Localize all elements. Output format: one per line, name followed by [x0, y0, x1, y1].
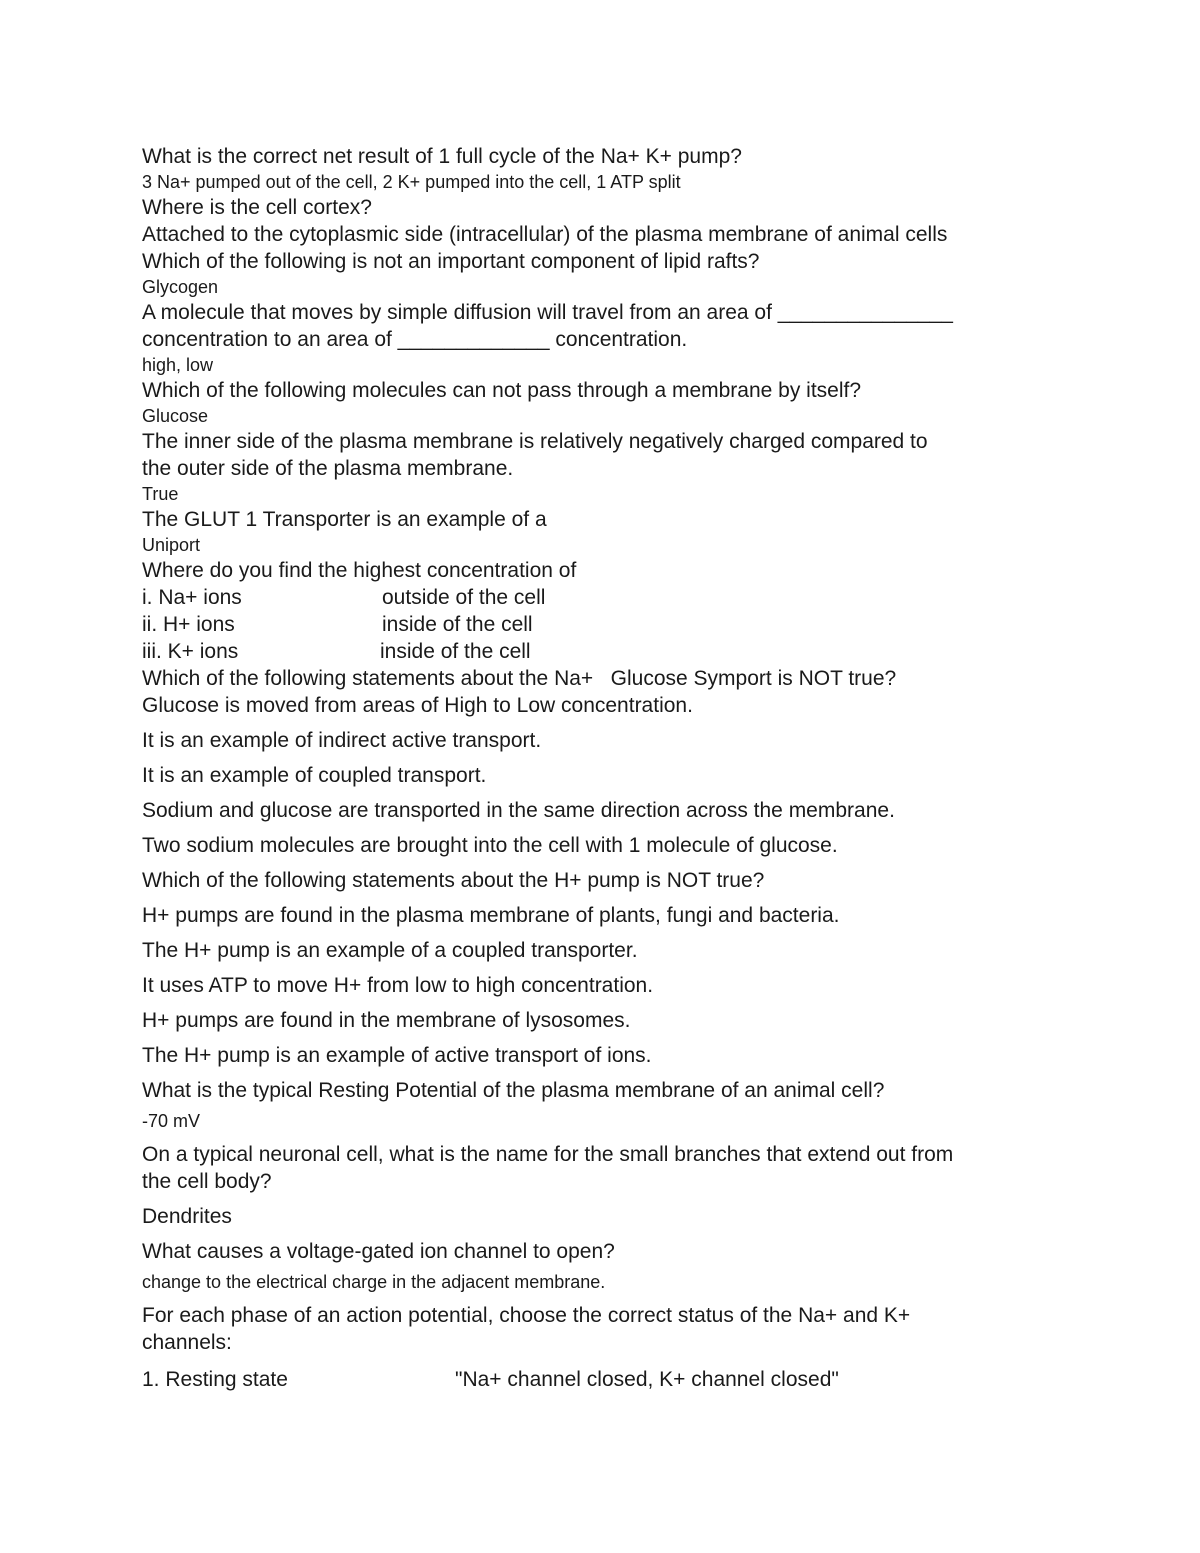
- ion-location: inside of the cell: [380, 640, 531, 663]
- ion-row: [142, 584, 1072, 611]
- question-text: Which of the following is not an important component of lipid rafts?: [142, 250, 760, 273]
- answer-text: Attached to the cytoplasmic side (intracellular) of the plasma membrane of animal cells: [142, 223, 948, 246]
- answer-text: Glucose: [142, 406, 209, 426]
- answer-text: True: [142, 484, 179, 504]
- ion-row: [142, 638, 1072, 665]
- answer-text: Glycogen: [142, 277, 219, 297]
- option-text: Sodium and glucose are transported in the same direction across the membrane.: [142, 799, 895, 822]
- question-text: concentration to an area of _____________ concentration.: [142, 328, 688, 351]
- option-text: It is an example of indirect active transport.: [142, 729, 542, 752]
- phase-row: [142, 1366, 1072, 1393]
- option-text: Glucose is moved from areas of High to Low concentration.: [142, 694, 693, 717]
- question-text: Where do you find the highest concentration of: [142, 559, 577, 582]
- question-text: the cell body?: [142, 1170, 272, 1193]
- phase-label: 1. Resting state: [142, 1368, 288, 1391]
- phase-status: "Na+ channel closed, K+ channel closed": [455, 1368, 839, 1391]
- answer-text: Uniport: [142, 535, 201, 555]
- answer-text: Dendrites: [142, 1205, 232, 1228]
- answer-text: change to the electrical charge in the adjacent membrane.: [142, 1272, 606, 1292]
- option-text: H+ pumps are found in the membrane of lysosomes.: [142, 1009, 631, 1032]
- ion-location: outside of the cell: [382, 586, 546, 609]
- option-text: H+ pumps are found in the plasma membrane of plants, fungi and bacteria.: [142, 904, 840, 927]
- question-text: channels:: [142, 1331, 232, 1354]
- option-text: The H+ pump is an example of active transport of ions.: [142, 1044, 652, 1067]
- question-text: On a typical neuronal cell, what is the name for the small branches that extend out from: [142, 1143, 954, 1166]
- question-text: For each phase of an action potential, choose the correct status of the Na+ and K+: [142, 1304, 911, 1327]
- question-text: What is the typical Resting Potential of the plasma membrane of an animal cell?: [142, 1079, 885, 1102]
- question-text: A molecule that moves by simple diffusion will travel from an area of _______________: [142, 301, 953, 324]
- answer-text: high, low: [142, 355, 214, 375]
- document-content: [142, 143, 1072, 1393]
- answer-text: -70 mV: [142, 1111, 201, 1131]
- ion-location: inside of the cell: [382, 613, 533, 636]
- question-text: The inner side of the plasma membrane is relatively negatively charged compared to: [142, 430, 928, 453]
- question-text: What is the correct net result of 1 full cycle of the Na+ K+ pump?: [142, 145, 742, 168]
- option-text: It is an example of coupled transport.: [142, 764, 487, 787]
- question-text: the outer side of the plasma membrane.: [142, 457, 514, 480]
- ion-row: [142, 611, 1072, 638]
- question-text: Which of the following statements about the H+ pump is NOT true?: [142, 869, 765, 892]
- question-text: The GLUT 1 Transporter is an example of a: [142, 508, 547, 531]
- question-text: What causes a voltage-gated ion channel to open?: [142, 1240, 615, 1263]
- answer-text: 3 Na+ pumped out of the cell, 2 K+ pumped into the cell, 1 ATP split: [142, 172, 681, 192]
- question-text: Where is the cell cortex?: [142, 196, 372, 219]
- option-text: It uses ATP to move H+ from low to high concentration.: [142, 974, 654, 997]
- option-text: The H+ pump is an example of a coupled transporter.: [142, 939, 638, 962]
- question-text: Which of the following molecules can not pass through a membrane by itself?: [142, 379, 862, 402]
- question-text: Which of the following statements about the Na+ Glucose Symport is NOT true?: [142, 667, 897, 690]
- ion-label: i. Na+ ions: [142, 586, 242, 609]
- option-text: Two sodium molecules are brought into the cell with 1 molecule of glucose.: [142, 834, 838, 857]
- ion-label: ii. H+ ions: [142, 613, 235, 636]
- ion-label: iii. K+ ions: [142, 640, 239, 663]
